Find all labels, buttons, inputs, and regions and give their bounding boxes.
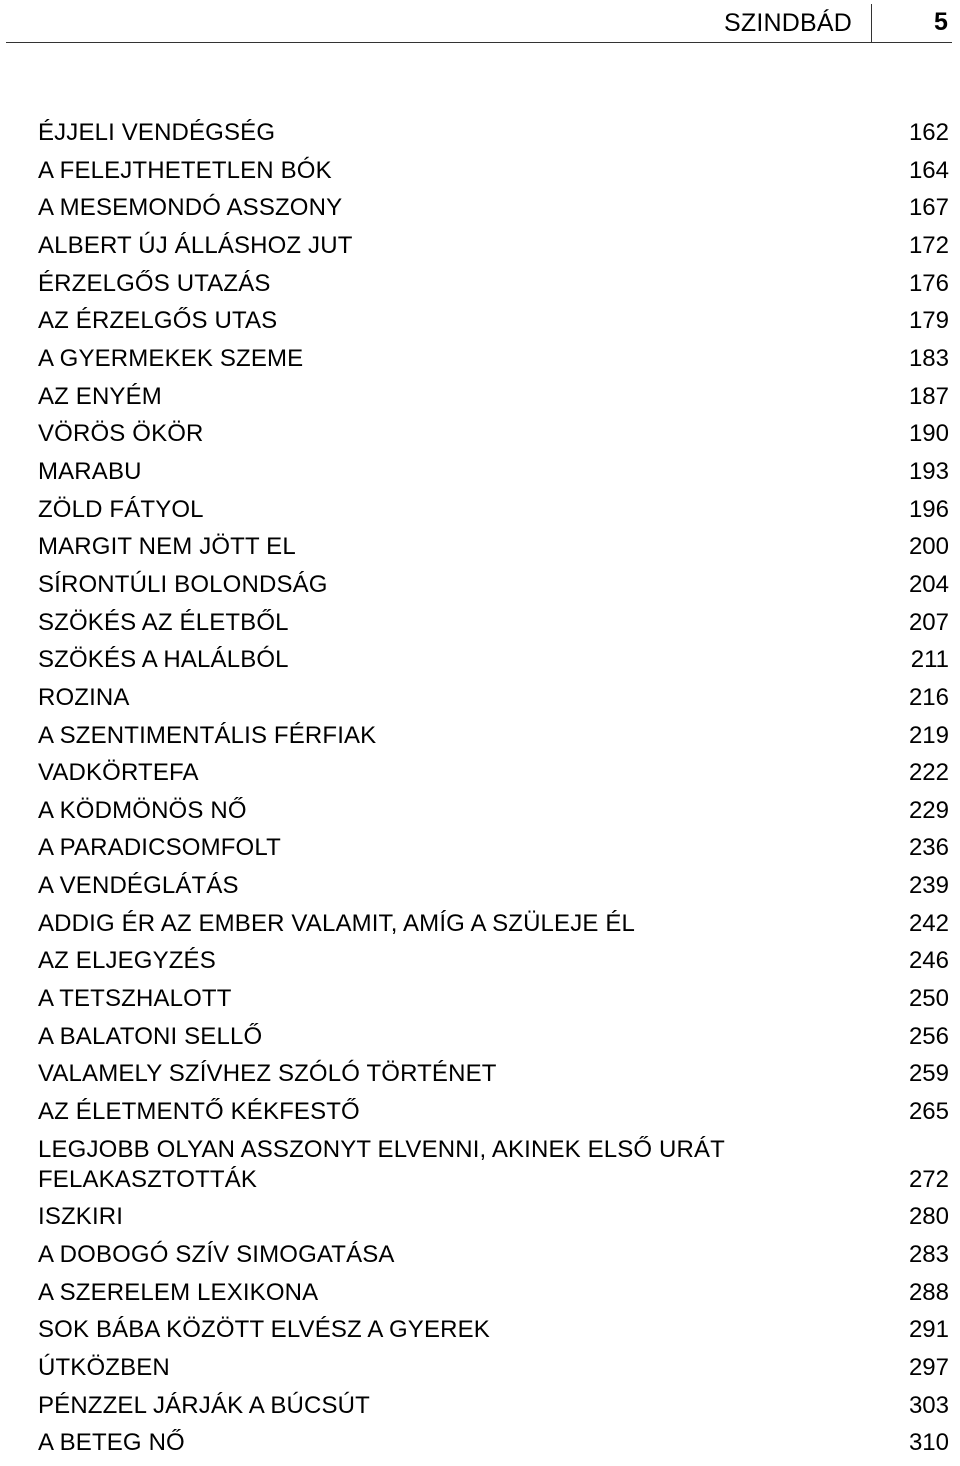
toc-entry-page: 222 <box>908 759 949 787</box>
toc-entry-title: A TETSZHALOTT <box>38 985 232 1013</box>
toc-entry-title: MARABU <box>38 457 142 485</box>
toc-entry <box>38 683 949 713</box>
toc-entry-page: 219 <box>908 721 949 749</box>
toc-entry-title: PÉNZZEL JÁRJÁK A BÚCSÚT <box>38 1391 370 1419</box>
toc-entry <box>38 419 949 449</box>
toc-entry <box>38 1278 949 1308</box>
toc-entry <box>38 1097 949 1127</box>
toc-entry-page: 229 <box>908 796 949 824</box>
toc-entry-title: A BALATONI SELLŐ <box>38 1022 263 1050</box>
toc-entry <box>38 608 949 638</box>
toc-entry <box>38 570 949 600</box>
toc-entry-page: 190 <box>908 420 949 448</box>
toc-entry-page: 204 <box>908 570 949 598</box>
toc-entry-title: VALAMELY SZÍVHEZ SZÓLÓ TÖRTÉNET <box>38 1060 497 1088</box>
toc-entry-title: ALBERT ÚJ ÁLLÁSHOZ JUT <box>38 231 353 259</box>
toc-entry-page: 211 <box>910 646 949 674</box>
toc-entry-page: 297 <box>908 1354 949 1381</box>
toc-entry-title: ADDIG ÉR AZ EMBER VALAMIT, AMÍG A SZÜLEJE ÉL <box>38 909 635 937</box>
toc-entry-page: 272 <box>908 1165 949 1193</box>
toc-entry-title: A SZENTIMENTÁLIS FÉRFIAK <box>38 721 377 749</box>
toc-entry <box>38 306 949 336</box>
toc-entry <box>38 1059 949 1089</box>
toc-entry <box>38 1135 949 1195</box>
toc-entry-title: ÉJJELI VENDÉGSÉG <box>38 119 276 146</box>
toc-entry <box>38 1315 949 1345</box>
toc-entry-page: 246 <box>908 947 949 975</box>
toc-entry-page: 200 <box>908 533 949 561</box>
toc-entry <box>38 871 949 901</box>
toc-entry-page: 236 <box>908 834 949 862</box>
toc-entry-page: 162 <box>908 119 949 146</box>
toc-entry-page: 303 <box>908 1391 949 1419</box>
table-of-contents <box>38 118 949 1466</box>
toc-entry-page: 250 <box>908 985 949 1013</box>
toc-entry <box>38 984 949 1014</box>
toc-entry-title: A GYERMEKEK SZEME <box>38 344 304 372</box>
toc-entry <box>38 118 949 148</box>
toc-entry-title: AZ ELJEGYZÉS <box>38 947 216 975</box>
toc-entry-page: 256 <box>908 1022 949 1050</box>
toc-entry-page: 187 <box>908 382 949 410</box>
toc-entry-page: 259 <box>908 1060 949 1088</box>
toc-entry-page: 310 <box>908 1429 949 1457</box>
toc-entry-title: VADKÖRTEFA <box>38 759 199 787</box>
toc-entry-title: MARGIT NEM JÖTT EL <box>38 533 296 561</box>
toc-entry <box>38 1391 949 1421</box>
toc-entry-page: 193 <box>908 457 949 485</box>
toc-entry <box>38 909 949 939</box>
toc-entry-title: A VENDÉGLÁTÁS <box>38 872 239 900</box>
toc-entry <box>38 1202 949 1232</box>
toc-entry <box>38 796 949 826</box>
toc-entry <box>38 231 949 261</box>
running-header-title: SZINDBÁD <box>723 9 852 37</box>
toc-entry-title: ÚTKÖZBEN <box>38 1354 170 1381</box>
toc-entry-title: SOK BÁBA KÖZÖTT ELVÉSZ A GYEREK <box>38 1316 490 1344</box>
toc-entry <box>38 457 949 487</box>
toc-entry-title: AZ ÉRZELGŐS UTAS <box>38 307 278 335</box>
toc-entry-title: A DOBOGÓ SZÍV SIMOGATÁSA <box>38 1241 395 1269</box>
toc-entry-page: 167 <box>908 194 949 222</box>
toc-entry-title: ISZKIRI <box>38 1203 124 1231</box>
header-separator <box>871 4 872 42</box>
toc-entry-page: 176 <box>908 269 949 297</box>
toc-entry-page: 183 <box>908 344 949 372</box>
toc-entry-title: SÍRONTÚLI BOLONDSÁG <box>38 570 328 598</box>
toc-entry-page: 280 <box>908 1203 949 1231</box>
page-number: 5 <box>934 8 948 36</box>
toc-entry <box>38 532 949 562</box>
toc-entry-page: 288 <box>908 1278 949 1306</box>
toc-entry-title: SZÖKÉS AZ ÉLETBŐL <box>38 608 289 636</box>
toc-entry-title: LEGJOBB OLYAN ASSZONYT ELVENNI, AKINEK ELSŐ URÁT FELAKASZTOTTÁK <box>38 1135 725 1193</box>
toc-entry-page: 239 <box>908 872 949 900</box>
toc-entry-page: 242 <box>908 909 949 937</box>
toc-entry <box>38 833 949 863</box>
toc-entry <box>38 382 949 412</box>
toc-entry-title: A SZERELEM LEXIKONA <box>38 1278 319 1306</box>
toc-entry-page: 164 <box>908 156 949 184</box>
toc-entry-title: ZÖLD FÁTYOL <box>38 495 204 523</box>
toc-entry-title: A BETEG NŐ <box>38 1429 185 1457</box>
toc-entry <box>38 344 949 374</box>
toc-entry <box>38 645 949 675</box>
toc-entry-title: SZÖKÉS A HALÁLBÓL <box>38 646 289 674</box>
toc-entry <box>38 1353 949 1383</box>
toc-entry <box>38 721 949 751</box>
toc-entry-title: ÉRZELGŐS UTAZÁS <box>38 269 271 297</box>
toc-entry-page: 172 <box>908 231 949 259</box>
toc-entry-page: 207 <box>908 608 949 636</box>
toc-entry-title: A MESEMONDÓ ASSZONY <box>38 194 343 222</box>
toc-entry <box>38 1022 949 1052</box>
toc-entry-title: A FELEJTHETETLEN BÓK <box>38 156 332 184</box>
toc-entry <box>38 156 949 186</box>
toc-entry <box>38 193 949 223</box>
toc-entry <box>38 1240 949 1270</box>
toc-entry-page: 283 <box>908 1241 949 1269</box>
header-rule <box>6 42 952 43</box>
toc-entry-page: 216 <box>908 683 949 711</box>
toc-entry <box>38 1428 949 1458</box>
toc-entry-page: 196 <box>908 495 949 523</box>
toc-entry <box>38 758 949 788</box>
toc-entry-title: VÖRÖS ÖKÖR <box>38 420 204 448</box>
toc-entry-title: A KÖDMÖNÖS NŐ <box>38 796 247 824</box>
toc-entry <box>38 495 949 525</box>
toc-entry-page: 291 <box>908 1316 949 1344</box>
toc-entry-page: 179 <box>908 307 949 335</box>
toc-entry <box>38 269 949 299</box>
toc-entry <box>38 946 949 976</box>
toc-entry-title: AZ ENYÉM <box>38 382 162 410</box>
toc-entry-title: ROZINA <box>38 683 130 711</box>
running-header <box>0 0 960 44</box>
toc-entry-title: A PARADICSOMFOLT <box>38 834 281 862</box>
toc-entry-page: 265 <box>908 1098 949 1126</box>
toc-entry-title: AZ ÉLETMENTŐ KÉKFESTŐ <box>38 1098 360 1126</box>
